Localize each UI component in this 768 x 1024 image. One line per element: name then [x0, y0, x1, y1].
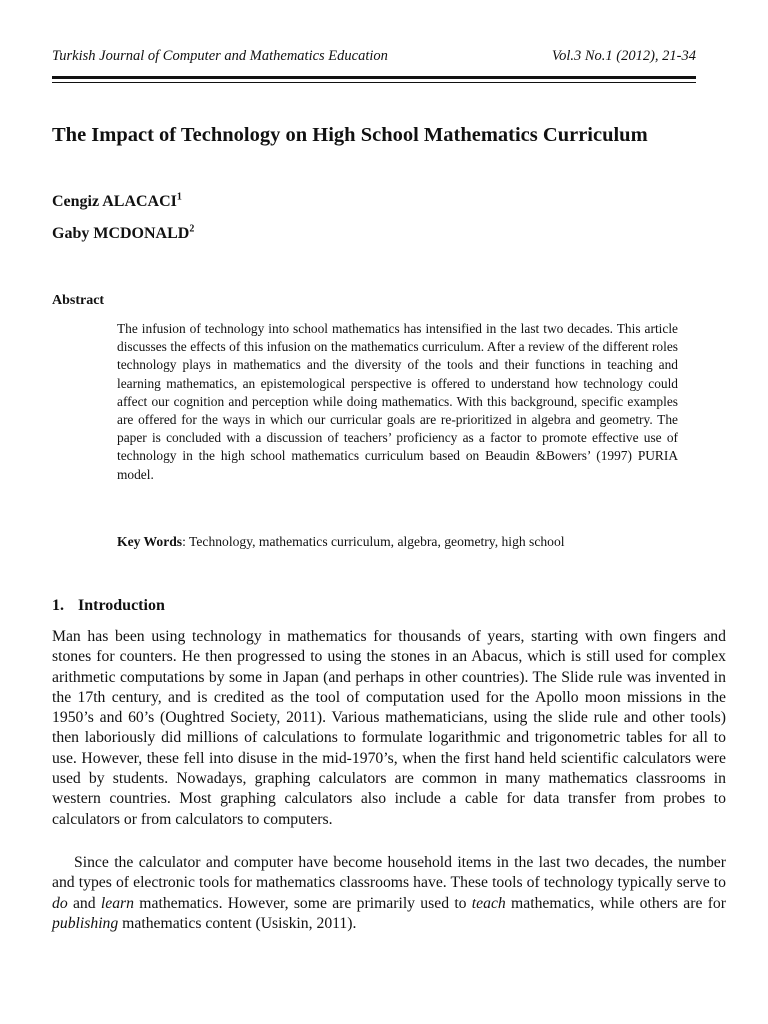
- abstract-text: The infusion of technology into school mathematics has intensified in the last two decades. This article discusses the effects of this infusion on the mathematics curriculum. After a review of the different roles technology plays in mathematics and the diversity of the tools and their functions in teaching and learning mathematics, an epistemological perspective is offered to understand how technology could affect our cognition and perception while doing mathematics. With this background, specific examples are offered for the ways in which our curricular goals are re-prioritized in algebra and geometry. The paper is concluded with a discussion of teachers’ proficiency as a factor to promote effective use of technology in the high school mathematics curriculum based on Beaudin &Bowers’ (1997) PURIA model.: [117, 321, 678, 482]
- author-1: [52, 193, 182, 211]
- para-2-emphasis-learn: learn: [100, 894, 135, 912]
- author-2: [52, 225, 194, 243]
- author-1-name: Cengiz ALACACI: [52, 193, 177, 210]
- header-rule-thin: [52, 82, 696, 83]
- para-2-emphasis-publishing: publishing: [52, 914, 119, 932]
- journal-name: Turkish Journal of Computer and Mathematics Education: [52, 48, 388, 64]
- section-heading-introduction: [52, 597, 165, 615]
- para-2-text-5: mathematics content (Usiskin, 2011).: [118, 914, 357, 932]
- intro-paragraph-2: [52, 853, 726, 934]
- paper-title: The Impact of Technology on High School Mathematics Curriculum: [52, 124, 648, 146]
- para-2-text-1: Since the calculator and computer have become household items in the last two decades, the number and types of electronic tools for mathematics classrooms have. These tools of technology typically serve to: [52, 854, 726, 892]
- keywords: [117, 534, 565, 550]
- keywords-label: Key Words: [117, 534, 183, 549]
- para-2-emphasis-teach: teach: [471, 894, 506, 912]
- author-2-affiliation-mark: 2: [189, 223, 195, 235]
- keywords-text: : Technology, mathematics curriculum, algebra, geometry, high school: [182, 534, 565, 549]
- para-2-text-2: and: [67, 894, 101, 912]
- header-rule-thick: [52, 76, 696, 79]
- section-title: Introduction: [78, 597, 165, 614]
- para-2-emphasis-do: do: [52, 894, 68, 912]
- para-2-text-4: mathematics, while others are for: [505, 894, 726, 912]
- para-2-text-3: mathematics. However, some are primarily used to: [134, 894, 472, 912]
- intro-paragraph-1: Man has been using technology in mathematics for thousands of years, starting with own fingers and stones for counters. He then progressed to using the stones in an Abacus, which is still used for complex arithmetic computations by some in Japan (and perhaps in other countries). The Slide rule was invented in the 17th century, and is credited as the tool of computation used for the Apollo moon missions in the 1950’s and 60’s (Oughtred Society, 2011). Various mathematicians, using the slide rule and other tools) then laboriously did millions of calculations to formulate logarithmic and trigonometric tables for all to use. However, these fell into disuse in the mid-1970’s, when the first hand held scientific calculators were used by students. Nowadays, graphing calculators are common in many mathematics classrooms in western countries. Most graphing calculators also include a cable for data transfer from probes to calculators or from calculators to computers.: [52, 628, 726, 828]
- author-1-affiliation-mark: 1: [176, 191, 182, 203]
- section-number: 1.: [52, 597, 64, 614]
- running-header: [52, 48, 696, 65]
- volume-info: Vol.3 No.1 (2012), 21-34: [551, 48, 696, 64]
- abstract-heading: Abstract: [52, 293, 105, 308]
- author-2-name: Gaby MCDONALD: [52, 225, 190, 242]
